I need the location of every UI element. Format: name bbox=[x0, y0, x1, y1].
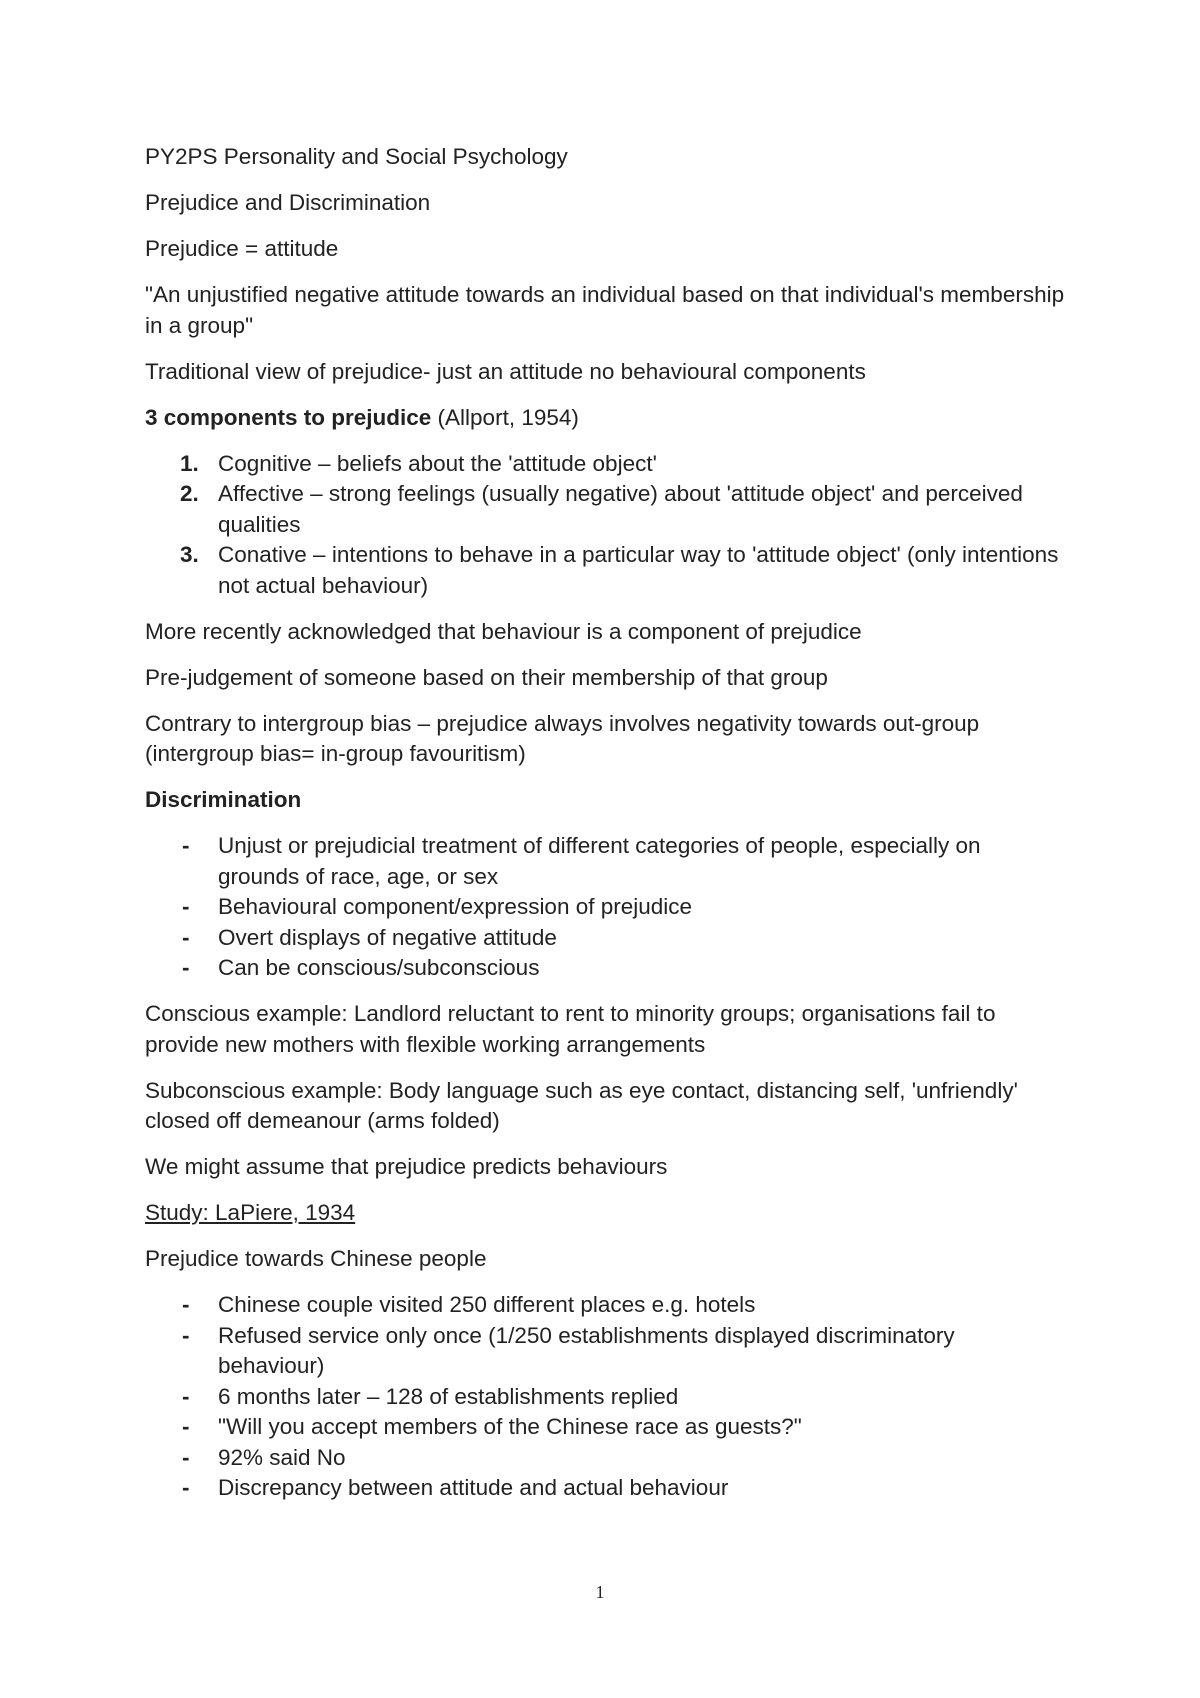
page-number: 1 bbox=[595, 1582, 605, 1602]
list-item-text: Cognitive – beliefs about the 'attitude object' bbox=[218, 450, 657, 476]
list-item bbox=[145, 953, 1065, 984]
list-item-text: Conative – intentions to behave in a particular way to 'attitude object' (only intentions not actual behaviour) bbox=[218, 542, 1059, 598]
prejudgement-text: Pre-judgement of someone based on their membership of that group bbox=[145, 664, 828, 690]
course-title: PY2PS Personality and Social Psychology bbox=[145, 144, 568, 169]
components-list bbox=[145, 449, 1065, 602]
list-number: 3. bbox=[180, 542, 199, 567]
list-item-text: Chinese couple visited 250 different places e.g. hotels bbox=[218, 1292, 756, 1317]
list-item-text: 92% said No bbox=[218, 1444, 346, 1470]
list-item-text: Can be conscious/subconscious bbox=[218, 955, 540, 980]
list-number: 1. bbox=[180, 450, 199, 476]
list-bullet: - bbox=[182, 1414, 190, 1439]
recent-acknowledgement: More recently acknowledged that behaviour is a component of prejudice bbox=[145, 618, 862, 644]
components-heading-bold: 3 components to prejudice bbox=[145, 404, 432, 430]
prejudice-quote: "An unjustified negative attitude towards an individual based on that individual's membership in a group" bbox=[145, 282, 1065, 338]
list-item-text: Unjust or prejudicial treatment of different categories of people, especially on grounds of race, age, or sex bbox=[218, 833, 981, 889]
list-item bbox=[145, 479, 1065, 540]
discrimination-heading: Discrimination bbox=[145, 787, 302, 812]
list-item-text: "Will you accept members of the Chinese race as guests?" bbox=[218, 1414, 802, 1439]
components-heading-citation: (Allport, 1954) bbox=[431, 404, 579, 430]
list-number: 2. bbox=[180, 481, 199, 506]
list-item bbox=[145, 1443, 1065, 1474]
list-item-text: Affective – strong feelings (usually negative) about 'attitude object' and perceived qualities bbox=[218, 481, 1023, 537]
list-item bbox=[145, 1382, 1065, 1413]
list-item bbox=[145, 449, 1065, 480]
list-item bbox=[145, 1321, 1065, 1382]
list-bullet: - bbox=[182, 833, 190, 858]
list-item bbox=[145, 831, 1065, 892]
study-topic: Prejudice towards Chinese people bbox=[145, 1246, 487, 1271]
list-item-text: Behavioural component/expression of prejudice bbox=[218, 894, 693, 919]
list-bullet: - bbox=[182, 955, 190, 980]
document-body bbox=[145, 142, 1065, 1519]
list-item bbox=[145, 540, 1065, 601]
list-bullet: - bbox=[182, 1292, 190, 1317]
list-item bbox=[145, 892, 1065, 923]
list-bullet: - bbox=[182, 1444, 190, 1470]
list-item-text: Overt displays of negative attitude bbox=[218, 924, 557, 950]
list-item bbox=[145, 1473, 1065, 1504]
subconscious-example: Subconscious example: Body language such as eye contact, distancing self, 'unfriendly' closed off demeanour (arms folded) bbox=[145, 1077, 1018, 1133]
traditional-view: Traditional view of prejudice- just an attitude no behavioural components bbox=[145, 358, 866, 384]
list-bullet: - bbox=[182, 894, 190, 919]
study-list bbox=[145, 1290, 1065, 1504]
list-item-text: 6 months later – 128 of establishments replied bbox=[218, 1383, 679, 1409]
discrimination-list bbox=[145, 831, 1065, 984]
assumption-text: We might assume that prejudice predicts behaviours bbox=[145, 1154, 668, 1179]
list-item-text: Discrepancy between attitude and actual behaviour bbox=[218, 1475, 729, 1500]
list-item bbox=[145, 1290, 1065, 1321]
list-bullet: - bbox=[182, 1322, 190, 1348]
list-bullet: - bbox=[182, 924, 190, 950]
list-item bbox=[145, 1412, 1065, 1443]
conscious-example: Conscious example: Landlord reluctant to rent to minority groups; organisations fail to provide new mothers with flexible working arrangements bbox=[145, 1001, 996, 1057]
list-item-text: Refused service only once (1/250 establishments displayed discriminatory behaviour) bbox=[218, 1322, 955, 1378]
components-heading bbox=[145, 403, 1065, 434]
contrary-text: Contrary to intergroup bias – prejudice always involves negativity towards out-group (intergroup bias= in-group favouritism) bbox=[145, 710, 980, 766]
prejudice-definition: Prejudice = attitude bbox=[145, 236, 339, 261]
topic-title: Prejudice and Discrimination bbox=[145, 190, 431, 215]
list-item bbox=[145, 923, 1065, 954]
list-bullet: - bbox=[182, 1475, 190, 1500]
list-bullet: - bbox=[182, 1383, 190, 1409]
study-heading: Study: LaPiere, 1934 bbox=[145, 1200, 356, 1225]
